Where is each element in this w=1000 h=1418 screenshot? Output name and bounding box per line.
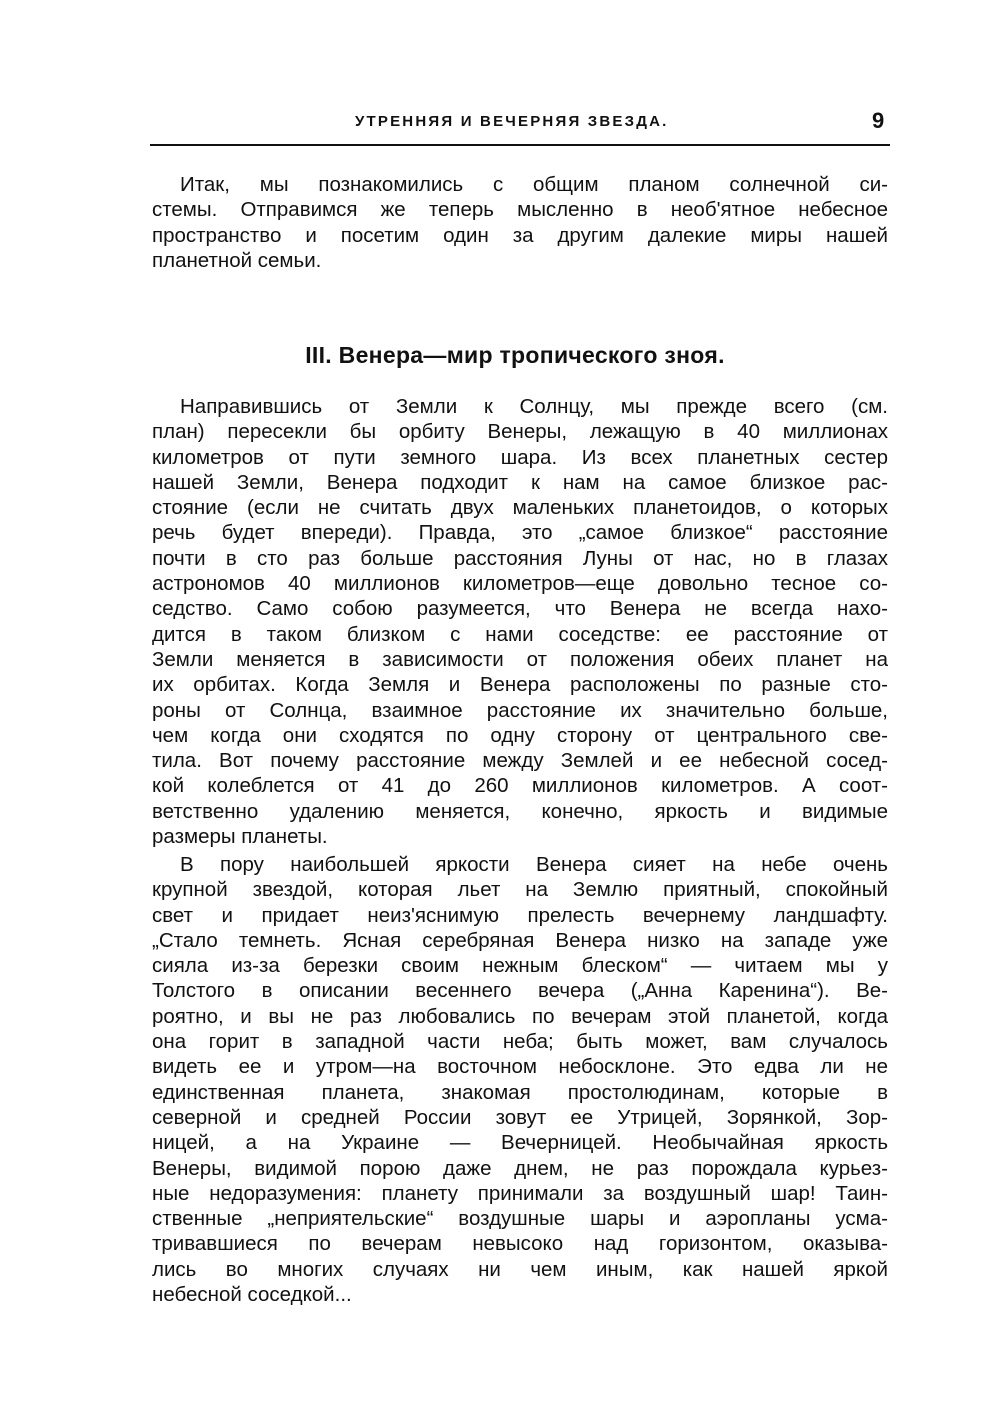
text-line: Толстого в описании весеннего вечера („Анна Каренина“). Ве-	[152, 979, 888, 1003]
text-line: седство. Само собою разумеется, что Венера не всегда нахо-	[152, 597, 888, 621]
text-line: пространство и посетим один за другим далекие миры нашей	[152, 223, 888, 247]
text-line: Земли меняется в зависимости от положения обеих планет на	[152, 647, 888, 671]
text-line: видеть ее и утром—на восточном небосклоне. Это едва ли не	[152, 1055, 888, 1079]
text-line: единственная планета, знакомая простолюдинам, которые в	[152, 1080, 888, 1104]
text-line: роны от Солнца, взаимное расстояние их значительно больше,	[152, 698, 888, 722]
text-line: В пору наибольшей яркости Венера сияет на небе очень	[180, 853, 888, 876]
text-line: стемы. Отправимся же теперь мысленно в необ'ятное небесное	[152, 198, 888, 222]
text-line: лись во многих случаях ни чем иным, как нашей яркой	[152, 1257, 888, 1281]
text-line: небесной соседкой...	[152, 1283, 352, 1307]
text-line: почти в сто раз больше расстояния Луны от нас, но в глазах	[152, 546, 888, 570]
text-line: размеры планеты.	[152, 825, 328, 849]
text-line: Направившись от Земли к Солнцу, мы прежде всего (см.	[180, 395, 888, 418]
text-line: стояние (если не считать двух маленьких планетоидов, о которых	[152, 496, 888, 520]
page-number: 9	[872, 108, 885, 133]
text-line: кой колеблется от 41 до 260 миллионов километров. А соот-	[152, 774, 888, 798]
paragraph-intro	[152, 172, 888, 273]
text-line: нашей Земли, Венера подходит к нам на самое близкое рас-	[152, 470, 888, 494]
text-line: чем когда они сходятся по одну сторону от центрального све-	[152, 723, 888, 747]
text-line: Венеры, видимой порою даже днем, не раз порождала курьез-	[152, 1156, 888, 1180]
paragraph-venus-brightness	[152, 852, 888, 1307]
text-line: план) пересекли бы орбиту Венеры, лежащую в 40 миллионах	[152, 420, 888, 444]
text-line: Итак, мы познакомились с общим планом солнечной си-	[180, 173, 888, 196]
text-line: ницей, а на Украине — Вечерницей. Необычайная яркость	[152, 1131, 888, 1155]
text-line: крупной звездой, которая льет на Землю приятный, спокойный	[152, 878, 888, 902]
text-line: ные недоразумения: планету принимали за воздушный шар! Таин-	[152, 1181, 888, 1205]
text-line: тила. Вот почему расстояние между Землей и ее небесной сосед-	[152, 749, 888, 773]
text-line: тривавшиеся по вечерам невысоко над горизонтом, оказыва-	[152, 1232, 888, 1256]
text-line: их орбитах. Когда Земля и Венера расположены по разные сто-	[152, 673, 888, 697]
text-line: астрономов 40 миллионов километров—еще довольно тесное со-	[152, 572, 888, 596]
text-line: свет и придает неиз'яснимую прелесть вечернему ландшафту.	[152, 903, 888, 927]
text-line: „Стало темнеть. Ясная серебряная Венера низко на западе уже	[152, 928, 888, 952]
text-line: километров от пути земного шара. Из всех планетных сестер	[152, 445, 888, 469]
text-line: роятно, и вы не раз любовались по вечерам этой планетой, когда	[152, 1004, 888, 1028]
section-heading: III. Венера—мир тропического зноя.	[305, 342, 725, 368]
running-header-title: УТРЕННЯЯ И ВЕЧЕРНЯЯ ЗВЕЗДА.	[355, 113, 669, 130]
header-rule	[150, 144, 890, 146]
text-line: она горит в западной части неба; быть может, вам случалось	[152, 1030, 888, 1054]
text-line: северной и средней России зовут ее Утрицей, Зорянкой, Зор-	[152, 1105, 888, 1129]
paragraph-venus-distance	[152, 394, 888, 849]
text-line: дится в таком близком с нами соседстве: ее расстояние от	[152, 622, 888, 646]
text-line: речь будет впереди). Правда, это „самое близкое“ расстояние	[152, 521, 888, 545]
text-line: сияла из-за березки своим нежным блеском“ — читаем мы у	[152, 954, 888, 978]
text-line: ственные „неприятельские“ воздушные шары и аэропланы усма-	[152, 1207, 888, 1231]
text-line: ветственно удалению меняется, конечно, яркость и видимые	[152, 799, 888, 823]
text-line: планетной семьи.	[152, 248, 322, 272]
